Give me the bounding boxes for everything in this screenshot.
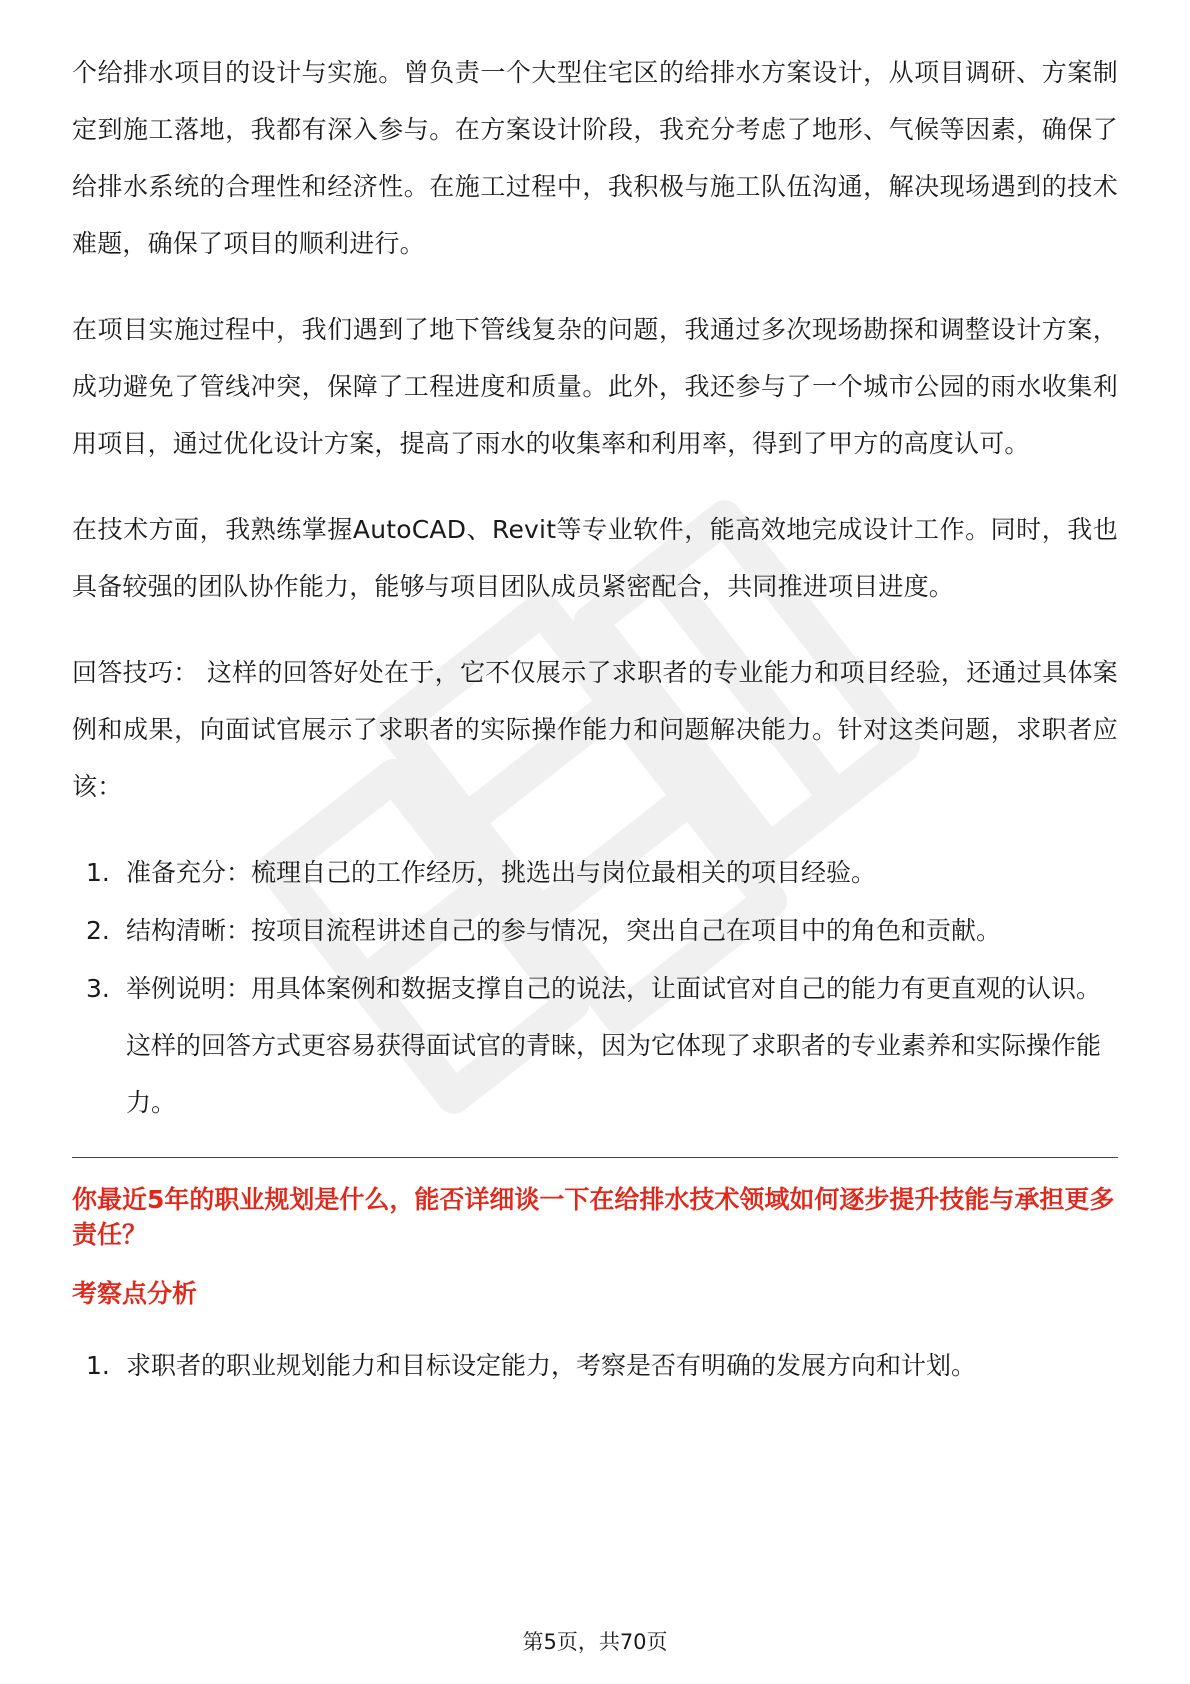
analysis-list bbox=[72, 1337, 1118, 1394]
paragraph-technical-skills: 在技术方面，我熟练掌握AutoCAD、Revit等专业软件，能高效地完成设计工作。同时，我也具备较强的团队协作能力，能够与项目团队成员紧密配合，共同推进项目进度。 bbox=[72, 515, 1118, 601]
page-content bbox=[72, 44, 1118, 1418]
list-item-text: 求职者的职业规划能力和目标设定能力，考察是否有明确的发展方向和计划。 bbox=[126, 1351, 977, 1380]
paragraph-project-challenges: 在项目实施过程中，我们遇到了地下管线复杂的问题，我通过多次现场勘探和调整设计方案，成功避免了管线冲突，保障了工程进度和质量。此外，我还参与了一个城市公园的雨水收集利用项目，通过优化设计方案，提高了雨水的收集率和利用率，得到了甲方的高度认可。 bbox=[72, 315, 1118, 458]
list-item-text: 准备充分：梳理自己的工作经历，挑选出与岗位最相关的项目经验。 bbox=[126, 858, 877, 887]
list-item-text: 结构清晰：按项目流程讲述自己的参与情况，突出自己在项目中的角色和贡献。 bbox=[126, 916, 1002, 945]
paragraph-project-experience: 个给排水项目的设计与实施。曾负责一个大型住宅区的给排水方案设计，从项目调研、方案制定到施工落地，我都有深入参与。在方案设计阶段，我充分考虑了地形、气候等因素，确保了给排水系统的合理性和经济性。在施工过程中，我积极与施工队伍沟通，解决现场遇到的技术难题，确保了项目的顺利进行。 bbox=[72, 58, 1118, 258]
tips-list bbox=[72, 844, 1118, 1131]
list-item-text: 举例说明：用具体案例和数据支撑自己的说法，让面试官对自己的能力有更直观的认识。 这样的回答方式更容易获得面试官的青睐，因为它体现了求职者的专业素养和实际操作能力。 bbox=[126, 974, 1102, 1117]
list-item bbox=[72, 844, 1118, 901]
list-number: 3. bbox=[86, 974, 110, 1003]
paragraph-answer-tips: 回答技巧： 这样的回答好处在于，它不仅展示了求职者的专业能力和项目经验，还通过具体案例和成果，向面试官展示了求职者的实际操作能力和问题解决能力。针对这类问题，求职者应该： bbox=[72, 658, 1118, 801]
list-number: 2. bbox=[86, 916, 110, 945]
list-item bbox=[72, 1337, 1118, 1394]
page-footer: 第5页，共70页 bbox=[522, 1630, 668, 1654]
list-number: 1. bbox=[86, 858, 110, 887]
analysis-heading: 考察点分析 bbox=[72, 1279, 198, 1308]
interview-question: 你最近5年的职业规划是什么，能否详细谈一下在给排水技术领域如何逐步提升技能与承担更多责任？ bbox=[72, 1185, 1115, 1249]
list-item bbox=[72, 960, 1118, 1131]
list-number: 1. bbox=[86, 1351, 110, 1380]
section-divider bbox=[72, 1157, 1118, 1158]
list-item bbox=[72, 902, 1118, 959]
